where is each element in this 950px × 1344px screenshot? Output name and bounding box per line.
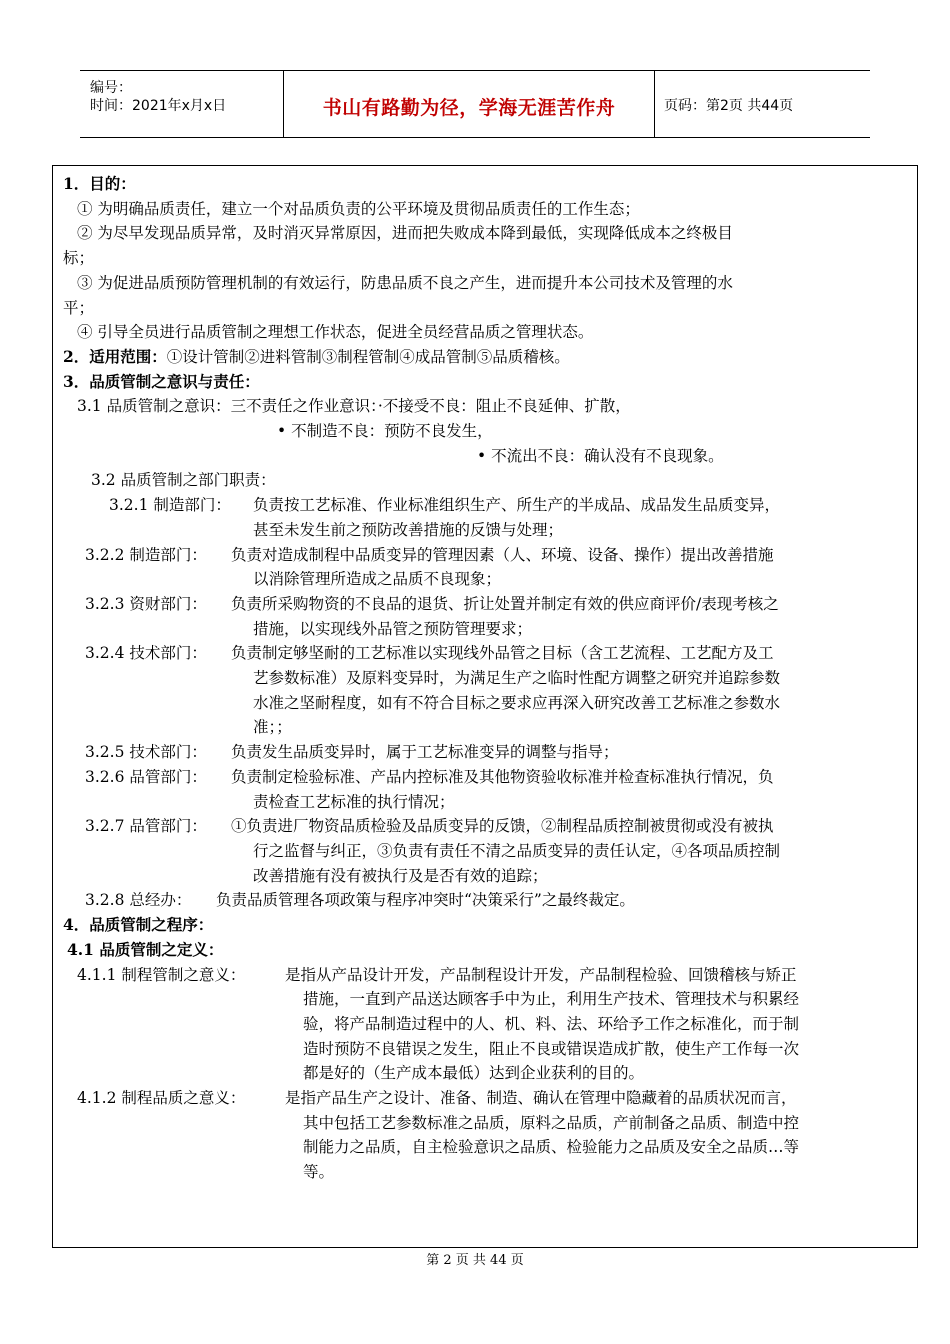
s328-label: 3.2.8 总经办： xyxy=(85,891,192,910)
header-motto-cell xyxy=(283,71,655,137)
s323-line-2: 措施，以实现线外品管之预防管理要求； xyxy=(253,619,533,638)
s327-line-2: 行之监督与纠正，③负责有责任不清之品质变异的责任认定，④各项品质控制 xyxy=(253,841,781,860)
s325-label: 3.2.5 技术部门： xyxy=(85,743,207,762)
s324-line-3: 水准之坚耐程度，如有不符合目标之要求应再深入研究改善工艺标准之参数水 xyxy=(253,693,781,712)
s327-label: 3.2.7 品管部门： xyxy=(85,817,207,836)
number-label: 编号： xyxy=(90,80,132,96)
s327-line-1: ①负责进厂物资品质检验及品质变异的反馈，②制程品质控制被贯彻或没有被执 xyxy=(231,817,774,836)
s321-label: 3.2.1 制造部门： xyxy=(109,496,231,515)
section-1-title: 1．目的： xyxy=(63,174,136,193)
s411-line-1: 是指从产品设计开发，产品制程设计开发，产品制程检验、回馈稽核与矫正 xyxy=(285,965,797,984)
s327-item xyxy=(63,814,909,888)
s412-line-4: 等。 xyxy=(303,1163,335,1182)
s32-title: 3.2 品质管制之部门职责： xyxy=(91,471,276,490)
s324-line-2: 艺参数标准）及原料变异时，为满足生产之临时性配方调整之研究并追踪参数 xyxy=(253,669,781,688)
s326-item xyxy=(63,765,909,814)
s412-line-1: 是指产品生产之设计、准备、制造、确认在管理中隐藏着的品质状况而言， xyxy=(285,1089,797,1108)
s31-line-3: • 不流出不良：确认没有不良现象。 xyxy=(477,446,724,465)
s411-item xyxy=(63,963,909,1087)
s321-line-2: 甚至未发生前之预防改善措施的反馈与处理； xyxy=(253,520,564,539)
s1-paragraph-4: ④ 引导全员进行品质管制之理想工作状态，促进全员经营品质之管理状态。 xyxy=(77,323,594,342)
s412-line-3: 制能力之品质，自主检验意识之品质、检验能力之品质及安全之品质…等 xyxy=(303,1138,800,1157)
s1-paragraph-2a: ② 为尽早发现品质异常，及时消灭异常原因，进而把失败成本降到最低，实现降低成本之终极目 xyxy=(77,224,733,243)
page-header xyxy=(80,70,870,138)
s1-paragraph-3b: 平； xyxy=(63,298,95,317)
section-2-text: ①设计管制②进料管制③制程管制④成品管制⑤品质稽核。 xyxy=(166,347,570,366)
s31-line-1: 3.1 品质管制之意识：三不责任之作业意识：·不接受不良：阻止不良延伸、扩散， xyxy=(77,397,631,416)
page-footer: 第 2 页 共 44 页 xyxy=(426,1253,524,1268)
section-2 xyxy=(63,345,909,370)
s321-item xyxy=(63,493,909,542)
s412-item xyxy=(63,1086,909,1185)
s411-line-2: 措施，一直到产品送达顾客手中为止，利用生产技术、管理技术与积累经 xyxy=(303,990,800,1009)
section-3-title: 3．品质管制之意识与责任： xyxy=(63,371,260,391)
s31-line-2: • 不制造不良：预防不良发生， xyxy=(277,422,493,441)
content-frame xyxy=(52,165,918,1248)
s326-line-2: 责检查工艺标准的执行情况； xyxy=(253,792,455,811)
s323-label: 3.2.3 资财部门： xyxy=(85,594,207,613)
s411-line-3: 验，将产品制造过程中的人、机、料、法、环给予工作之标准化，而于制 xyxy=(303,1014,800,1033)
header-left-cell xyxy=(80,71,283,137)
s412-line-2: 其中包括工艺参数标准之品质，原料之品质，产前制备之品质、制造中控 xyxy=(303,1113,800,1132)
s322-line-2: 以消除管理所造成之品质不良现象； xyxy=(253,570,502,589)
s323-item xyxy=(63,592,909,641)
s1-paragraph-3a: ③ 为促进品质预防管理机制的有效运行，防患品质不良之产生，进而提升本公司技术及管理的水 xyxy=(77,273,733,292)
s324-label: 3.2.4 技术部门： xyxy=(85,644,207,663)
s328-line-1: 负责品质管理各项政策与程序冲突时“决策采行”之最终裁定。 xyxy=(216,891,635,910)
s325-line-1: 负责发生品质变异时，属于工艺标准变异的调整与指导； xyxy=(231,743,619,762)
s322-item xyxy=(63,543,909,592)
s323-line-1: 负责所采购物资的不良品的退货、折让处置并制定有效的供应商评价/表现考核之 xyxy=(231,594,779,613)
document-body xyxy=(63,172,909,1185)
s324-line-4: 准；； xyxy=(253,718,292,737)
s324-item xyxy=(63,641,909,740)
s327-line-3: 改善措施有没有被执行及是否有效的追踪； xyxy=(253,866,548,885)
header-motto: 书山有路勤为径，学海无涯苦作舟 xyxy=(322,97,616,119)
date-label: 时间：2021年x月x日 xyxy=(90,98,227,114)
s328-item xyxy=(63,888,909,913)
s322-label: 3.2.2 制造部门： xyxy=(85,545,207,564)
s322-line-1: 负责对造成制程中品质变异的管理因素（人、环境、设备、操作）提出改善措施 xyxy=(231,545,774,564)
s325-item xyxy=(63,740,909,765)
s324-line-1: 负责制定够坚耐的工艺标准以实现线外品管之目标（含工艺流程、工艺配方及工 xyxy=(231,644,774,663)
s1-paragraph-2b: 标； xyxy=(63,249,95,268)
s326-label: 3.2.6 品管部门： xyxy=(85,767,207,786)
s321-line-1: 负责按工艺标准、作业标准组织生产、所生产的半成品、成品发生品质变异， xyxy=(253,496,781,515)
section-2-title: 2．适用范围： xyxy=(63,346,167,366)
header-page-number: 页码：第2页 共44页 xyxy=(664,98,794,114)
s411-line-4: 造时预防不良错误之发生，阻止不良或错误造成扩散，使生产工作每一次 xyxy=(303,1039,800,1058)
s41-title: 4.1 品质管制之定义： xyxy=(67,939,224,959)
section-4-title: 4．品质管制之程序： xyxy=(63,915,214,935)
s1-paragraph-1: ① 为明确品质责任，建立一个对品质负责的公平环境及贯彻品质责任的工作生态； xyxy=(77,199,640,218)
s326-line-1: 负责制定检验标准、产品内控标准及其他物资验收标准并检查标准执行情况，负 xyxy=(231,767,774,786)
s412-label: 4.1.2 制程品质之意义： xyxy=(77,1089,246,1108)
s411-label: 4.1.1 制程管制之意义： xyxy=(77,965,246,984)
header-page-cell xyxy=(654,71,870,137)
s411-line-5: 都是好的（生产成本最低）达到企业获利的目的。 xyxy=(303,1064,645,1083)
